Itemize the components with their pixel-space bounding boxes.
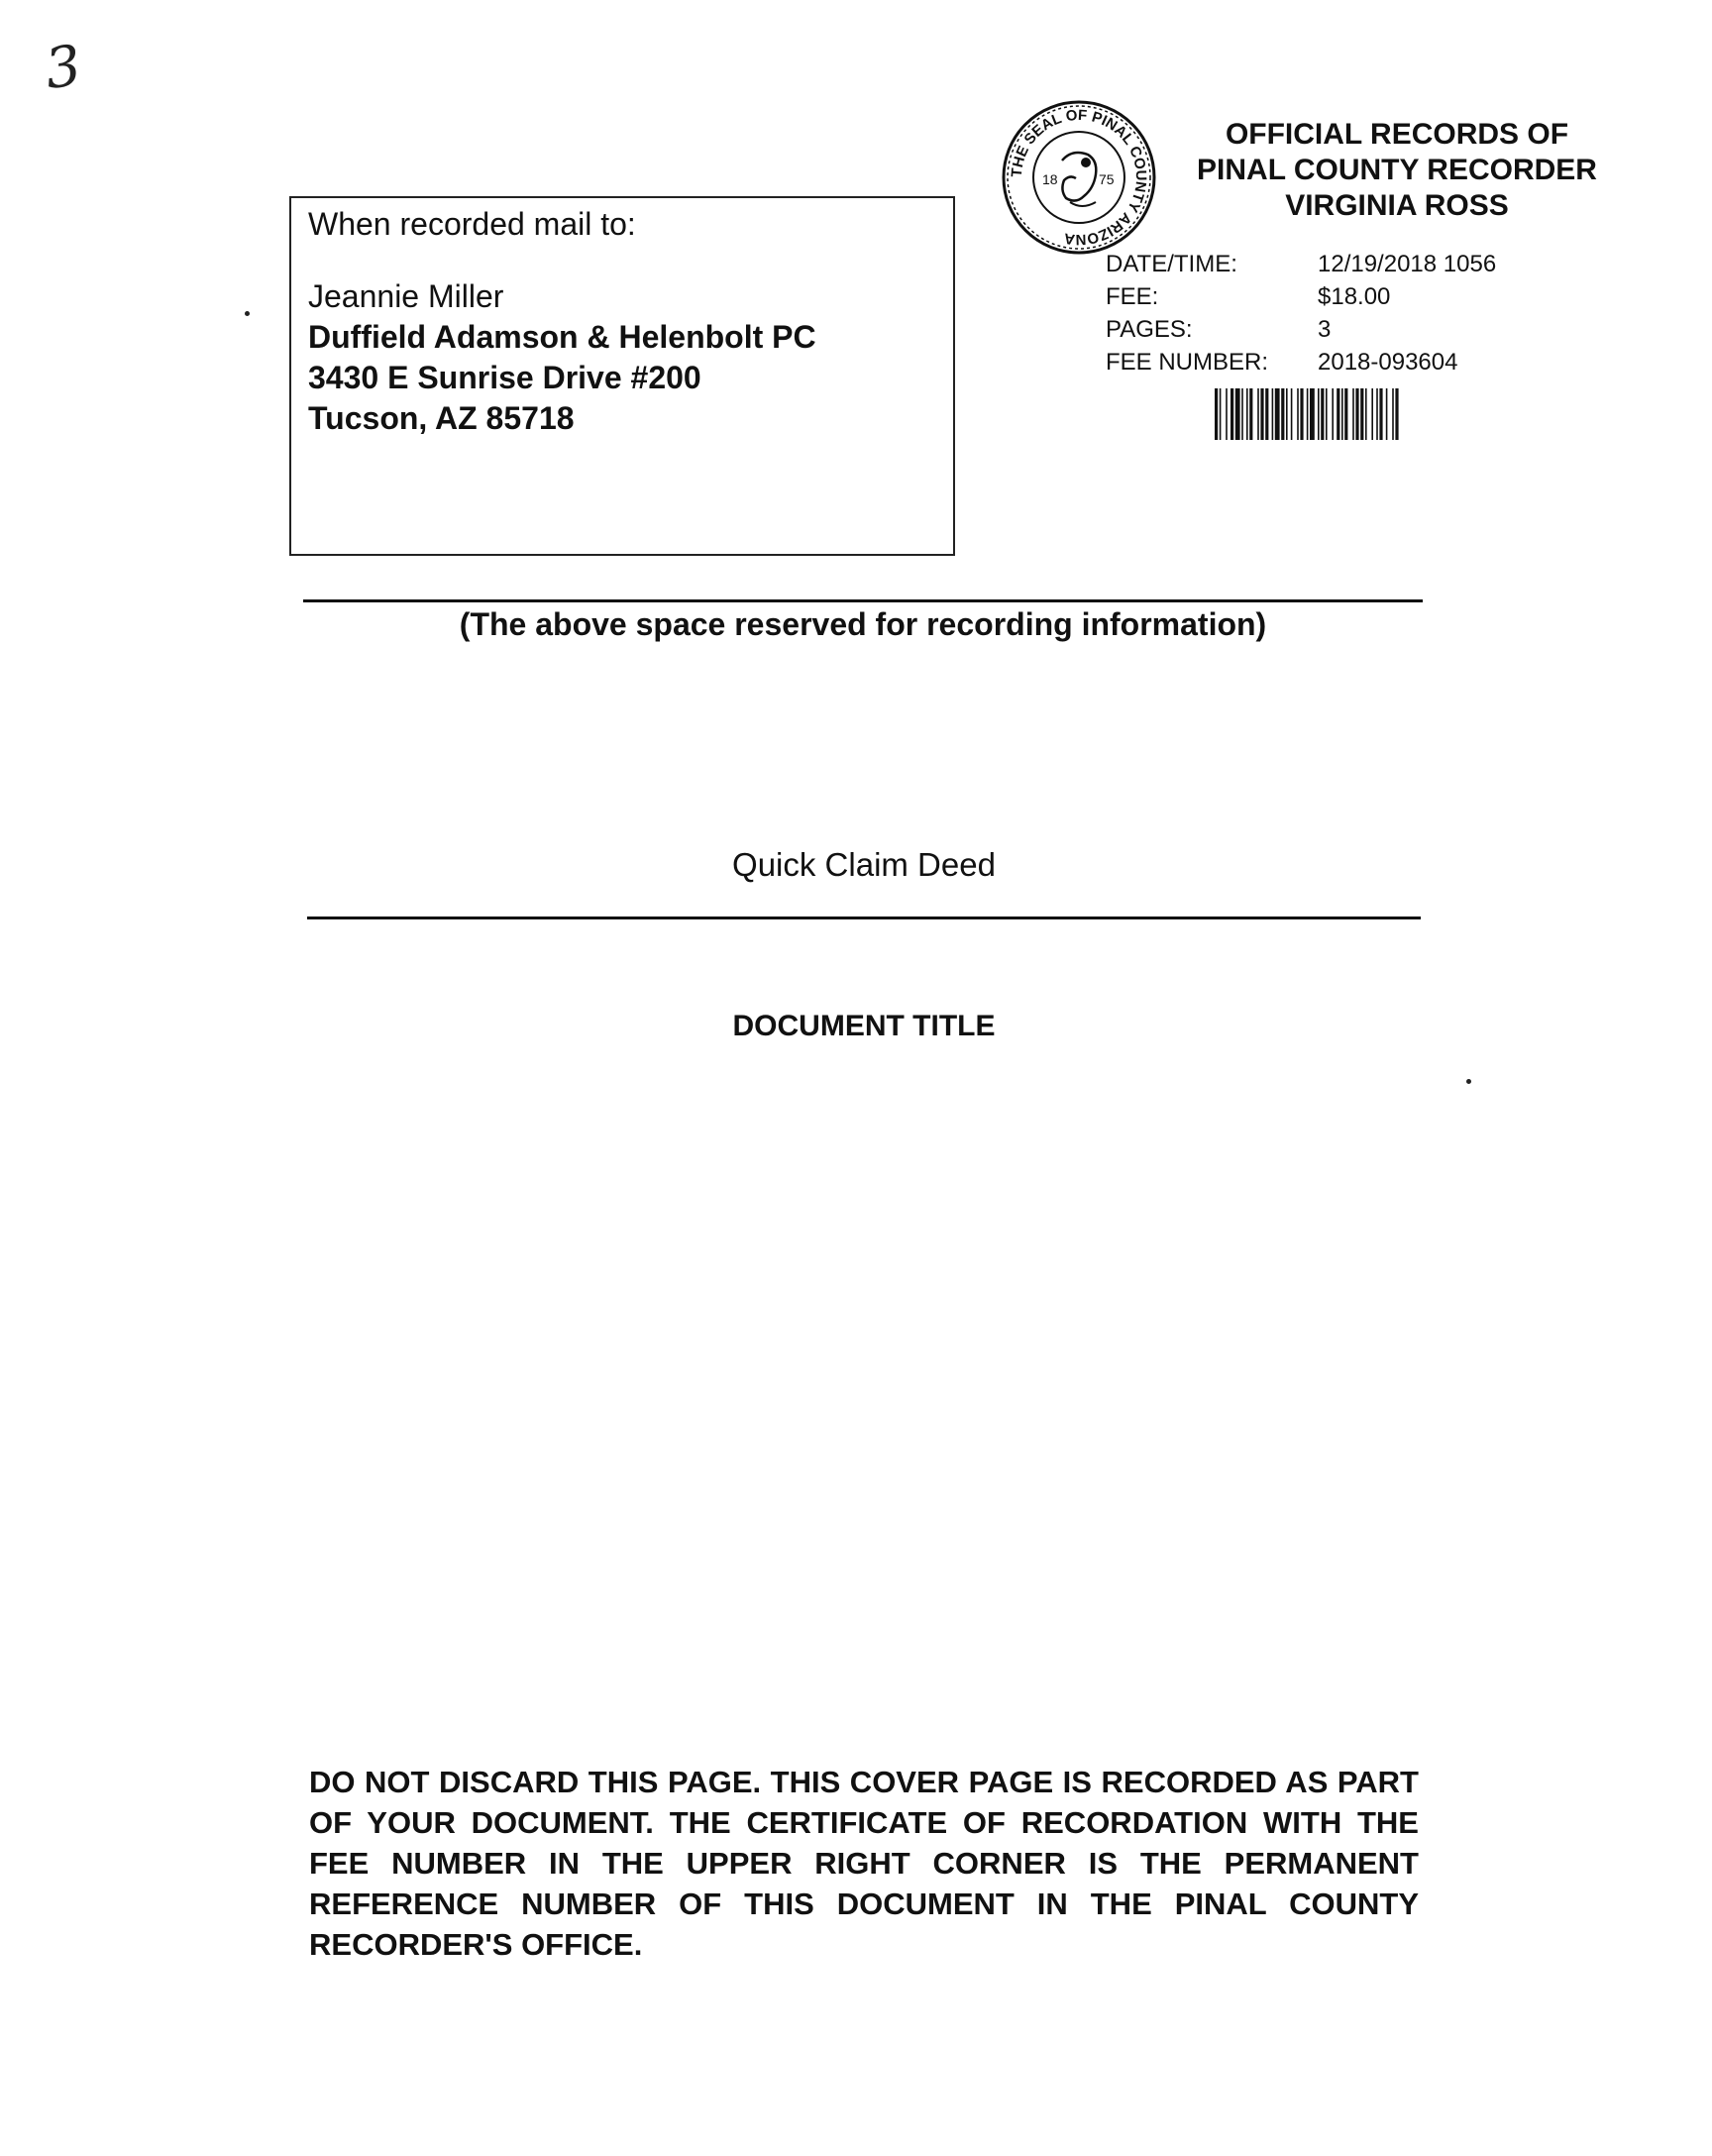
barcode-bar	[1215, 388, 1218, 440]
recorder-line-2: PINAL COUNTY RECORDER	[1197, 154, 1597, 186]
barcode-bar	[1365, 388, 1367, 440]
barcode-bar	[1392, 388, 1394, 440]
barcode-bar	[1332, 388, 1334, 440]
recipient-street: 3430 E Sunrise Drive #200	[308, 360, 701, 395]
county-seal-icon	[1001, 99, 1157, 256]
barcode-bar	[1337, 388, 1339, 440]
barcode-bar	[1226, 388, 1228, 440]
recipient-city-state-zip: Tucson, AZ 85718	[308, 400, 575, 436]
barcode-bar	[1297, 388, 1299, 440]
recording-label: FEE:	[1106, 283, 1159, 310]
barcode-bar	[1257, 388, 1259, 440]
recording-row-fee	[1106, 280, 1496, 313]
document-title-label: DOCUMENT TITLE	[732, 1010, 996, 1042]
mail-to-label: When recorded mail to:	[308, 206, 636, 242]
recording-value: 12/19/2018 1056	[1318, 251, 1497, 277]
barcode-bar	[1344, 388, 1347, 440]
recording-label: PAGES:	[1106, 316, 1193, 343]
recording-row-pages	[1106, 313, 1496, 346]
recorder-line-3: VIRGINIA ROSS	[1285, 189, 1509, 222]
recording-row-datetime	[1106, 248, 1496, 280]
barcode-bar	[1326, 388, 1328, 440]
seal-year-right: 75	[1099, 171, 1115, 187]
barcode-bar	[1352, 388, 1354, 440]
handwritten-page-number: 3	[41, 33, 85, 103]
barcode-bar	[1260, 388, 1263, 440]
recording-space-divider	[303, 599, 1423, 602]
barcode-bar	[1307, 388, 1309, 440]
barcode-bar	[1341, 388, 1343, 440]
stray-mark-right	[1466, 1079, 1471, 1084]
barcode-bar	[1286, 388, 1288, 440]
svg-text:THE SEAL OF PINAL COUNTY ARIZO	[1009, 107, 1149, 248]
recording-label: FEE NUMBER:	[1106, 349, 1269, 376]
cover-page-notice: DO NOT DISCARD THIS PAGE. THIS COVER PAGE IS RECORDED AS PART OF YOUR DOCUMENT. THE CERTIFICATE OF RECORDATION WITH THE FEE NUMBER IN THE UPPER RIGHT CORNER IS THE PERMANENT REFERENCE NUMBER OF THIS DOCUMENT IN THE PINAL COUNTY RECORDER'S OFFICE.	[309, 1765, 1419, 1962]
barcode-bar	[1376, 388, 1378, 440]
recorder-line-1: OFFICIAL RECORDS OF	[1225, 118, 1569, 151]
seal-ring-text: THE SEAL OF PINAL COUNTY ARIZONA	[1008, 106, 1150, 249]
barcode-bar	[1246, 388, 1248, 440]
barcode-bar	[1318, 388, 1320, 440]
mail-to-box	[289, 196, 955, 556]
recording-value: 3	[1318, 316, 1332, 343]
barcode-bar	[1249, 388, 1252, 440]
barcode-bar	[1272, 388, 1274, 440]
barcode-bar	[1220, 388, 1222, 440]
barcode-bar	[1310, 388, 1315, 440]
document-title-value: Quick Claim Deed	[732, 846, 996, 883]
barcode-bar	[1386, 388, 1388, 440]
barcode-bar	[1360, 388, 1363, 440]
barcode-bar	[1321, 388, 1324, 440]
recorder-heading	[1169, 117, 1625, 224]
recording-value: $18.00	[1318, 283, 1391, 310]
barcode-bar	[1281, 388, 1284, 440]
barcode-bar	[1379, 388, 1382, 440]
reserved-space-note: (The above space reserved for recording information)	[459, 606, 1267, 642]
recipient-name: Jeannie Miller	[308, 278, 504, 314]
title-underline	[307, 916, 1421, 919]
recording-row-fee-number	[1106, 346, 1496, 378]
recording-label: DATE/TIME:	[1106, 251, 1237, 277]
barcode-bar	[1235, 388, 1240, 440]
stray-mark-left	[245, 311, 250, 316]
barcode-bar	[1241, 388, 1243, 440]
barcode-bar	[1371, 388, 1373, 440]
barcode-bar	[1291, 388, 1293, 440]
barcode-icon	[1215, 388, 1546, 440]
barcode-bar	[1395, 388, 1398, 440]
seal-year-left: 18	[1042, 171, 1058, 187]
barcode-bar	[1355, 388, 1358, 440]
barcode-bar	[1300, 388, 1303, 440]
barcode-bar	[1275, 388, 1280, 440]
barcode-bar	[1265, 388, 1268, 440]
recording-info-table	[1106, 248, 1496, 378]
recording-value: 2018-093604	[1318, 349, 1458, 376]
recipient-firm: Duffield Adamson & Helenbolt PC	[308, 319, 816, 355]
barcode-bar	[1230, 388, 1233, 440]
